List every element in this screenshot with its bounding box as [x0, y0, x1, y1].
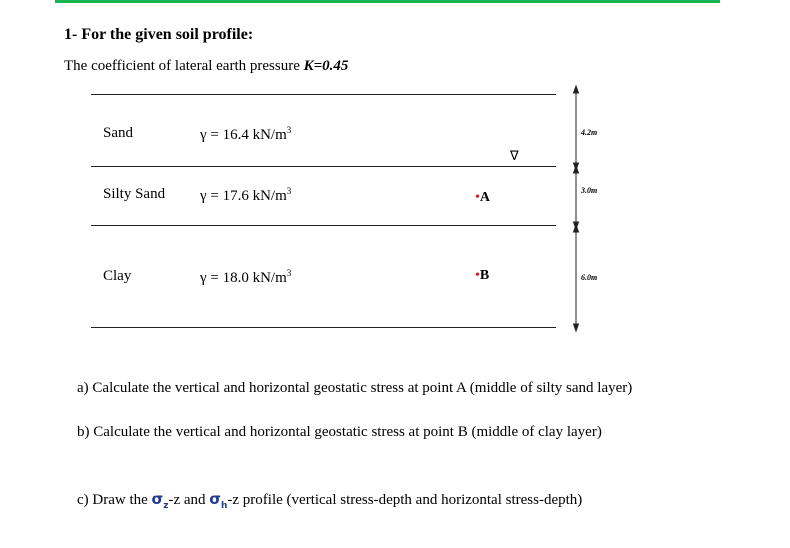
- unit-weight-silty-sand-text: γ = 17.6 kN/m: [200, 188, 287, 204]
- arrow-bottom-clay: [574, 324, 579, 331]
- point-b: [475, 268, 489, 284]
- thickness-clay: 6.0m: [581, 273, 598, 282]
- question-c-middle: -z and: [168, 492, 210, 508]
- problem-heading: 1- For the given soil profile:: [64, 26, 254, 43]
- arrow-top-clay: [574, 225, 579, 232]
- unit-weight-silty-sand-exponent: 3: [286, 186, 292, 196]
- question-c-prefix: c) Draw the: [77, 492, 152, 508]
- point-a: [475, 190, 490, 206]
- sigma-h-letter: σ: [209, 490, 221, 508]
- point-a-dot: •: [475, 190, 480, 205]
- point-b-dot: •: [475, 268, 480, 283]
- unit-weight-clay-text: γ = 18.0 kN/m: [200, 270, 287, 286]
- water-table-icon: ∇: [510, 149, 519, 164]
- unit-weight-clay: [200, 268, 291, 287]
- unit-weight-silty-sand: [200, 186, 291, 205]
- thickness-silty-sand: 3.0m: [581, 186, 598, 195]
- point-b-label: B: [479, 268, 490, 283]
- layer-name-clay: Clay: [103, 268, 132, 284]
- subtitle-text: The coefficient of lateral earth pressure: [64, 58, 304, 74]
- sigma-h-symbol: [209, 490, 228, 511]
- question-c: [77, 490, 582, 511]
- arrow-top-sand: [574, 86, 579, 93]
- thickness-sand: 4.2m: [581, 128, 598, 137]
- unit-weight-sand: [200, 125, 291, 144]
- unit-weight-sand-exponent: 3: [286, 125, 292, 135]
- point-a-label: A: [479, 190, 491, 205]
- sigma-h-subscript: h: [220, 501, 228, 511]
- sigma-z-subscript: z: [163, 501, 169, 511]
- question-b: b) Calculate the vertical and horizontal geostatic stress at point B (middle of clay layer): [77, 424, 602, 440]
- sigma-z-letter: σ: [151, 490, 164, 508]
- unit-weight-clay-exponent: 3: [286, 268, 292, 278]
- layer-name-sand: Sand: [103, 125, 133, 141]
- question-a: a) Calculate the vertical and horizontal geostatic stress at point A (middle of silty sand layer): [77, 380, 633, 396]
- arrow-top-silty-sand: [574, 166, 579, 173]
- unit-weight-sand-text: γ = 16.4 kN/m: [200, 127, 287, 143]
- question-c-suffix: -z profile (vertical stress-depth and horizontal stress-depth): [227, 492, 583, 508]
- layer-name-silty-sand: Silty Sand: [103, 186, 166, 202]
- k-value: K=0.45: [303, 58, 349, 74]
- sigma-z-symbol: [151, 490, 169, 511]
